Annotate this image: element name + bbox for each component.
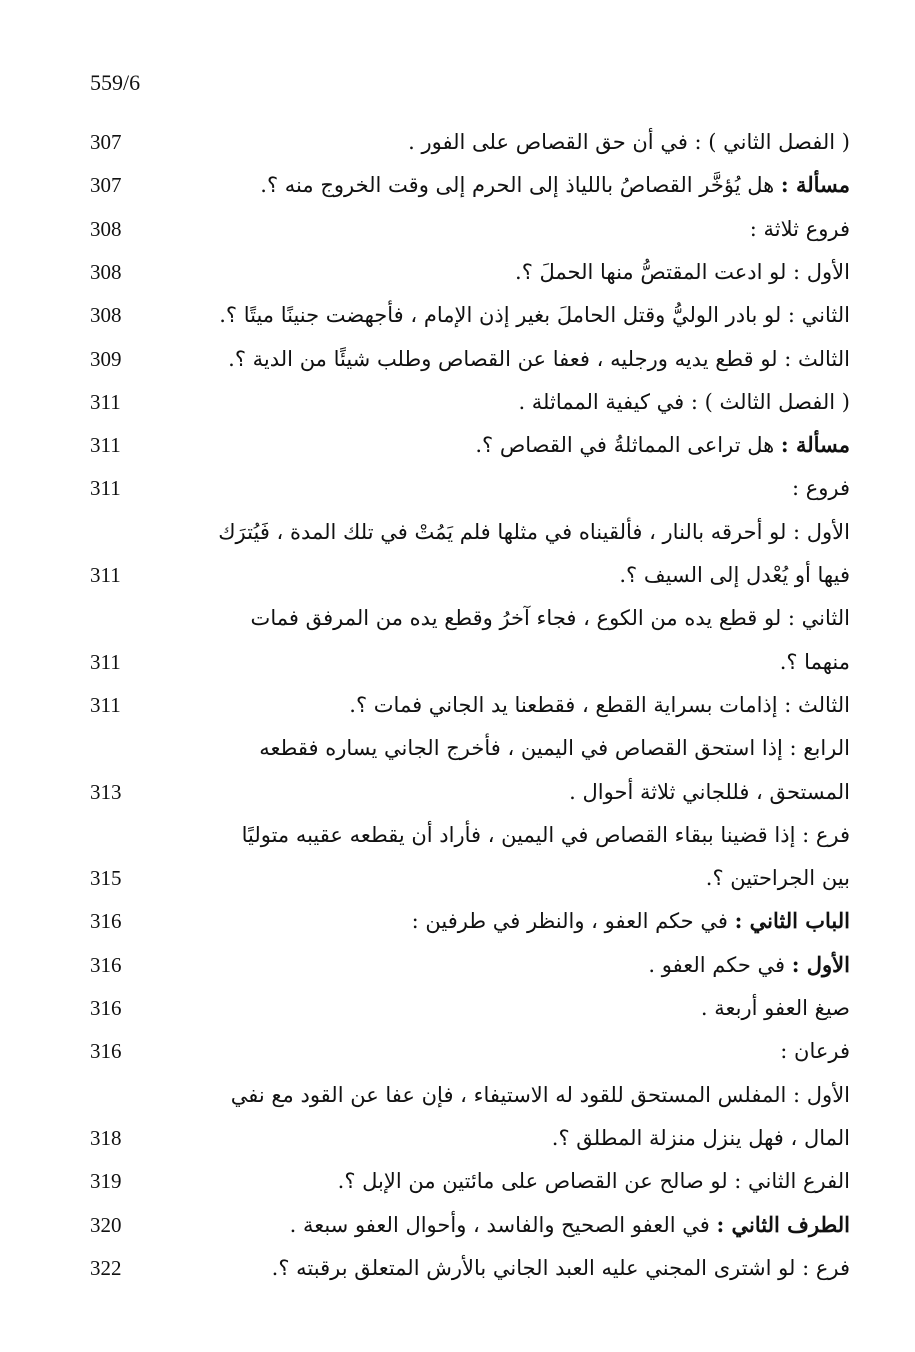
toc-entry-body: فروع :	[791, 476, 850, 501]
toc-entry-body: ( الفصل الثالث ) : في كيفية المماثلة .	[518, 389, 850, 414]
toc-page-number: 311	[90, 649, 121, 674]
toc-entry-body: الأول : المفلس المستحق للقود له الاستيفاء ، فإن عفا عن القود مع نفي	[230, 1082, 850, 1107]
toc-entry-body: بين الجراحتين ؟.	[705, 866, 850, 891]
toc-entry-body: الأول : لو أحرقه بالنار ، فألقيناه في مثلها فلم يَمُتْ في تلك المدة ، فَيُترَك	[218, 519, 850, 544]
toc-page-number: 322	[90, 1255, 122, 1280]
toc-entry-text	[290, 1210, 850, 1240]
toc-page-number: 319	[90, 1169, 122, 1194]
toc-entry-text	[272, 1253, 850, 1283]
toc-entry-body: المال ، فهل ينزل منزلة المطلق ؟.	[551, 1125, 850, 1150]
toc-entry-body: في حكم العفو ، والنظر في طرفين :	[411, 909, 735, 934]
toc-entry-body: الرابع : إذا استحق القصاص في اليمين ، فأخرج الجاني يساره فقطعه	[259, 736, 850, 761]
toc-entry-text	[569, 777, 850, 807]
toc-entry-text	[408, 127, 850, 157]
toc-entry-body: الأول : لو ادعت المقتصُّ منها الحملَ ؟.	[515, 259, 850, 284]
toc-entry-text	[750, 214, 850, 244]
toc-entry-text	[518, 387, 850, 417]
toc-page-number: 307	[90, 173, 122, 198]
toc-entry-lead: مسألة :	[780, 432, 850, 458]
toc-entry-text	[260, 170, 850, 200]
toc-entry-body: هل يُؤخَّر القصاصُ باللياذ إلى الحرم إلى وقت الخروج منه ؟.	[260, 173, 781, 198]
toc-page-number: 320	[90, 1212, 122, 1237]
toc-page-number: 309	[90, 346, 122, 371]
toc-entry-lead: الأول :	[791, 951, 850, 977]
toc-page-number: 316	[90, 909, 122, 934]
toc-entry-body: ( الفصل الثاني ) : في أن حق القصاص على الفور .	[408, 130, 850, 154]
toc-entry-text	[219, 300, 850, 330]
toc-entry-text	[648, 950, 850, 980]
toc-entry-body: الثاني : لو قطع يده من الكوع ، فجاء آخرُ وقطع يده من المرفق فمات	[250, 606, 850, 631]
toc-page-number: 308	[90, 216, 122, 241]
toc-entry-body: هل تراعى المماثلةُ في القصاص ؟.	[475, 433, 781, 458]
toc-page-number: 316	[90, 1039, 122, 1064]
toc-entry-text	[792, 473, 850, 503]
toc-entry-lead: مسألة :	[780, 172, 850, 198]
toc-page-number: 311	[90, 476, 121, 501]
toc-entry-text	[242, 820, 850, 850]
toc-page-number: 307	[90, 130, 122, 154]
toc-entry-text	[780, 647, 850, 677]
toc-entry-lead: الطرف الثاني :	[716, 1211, 850, 1237]
toc-page-number: 316	[90, 952, 122, 977]
toc-page-number: 311	[90, 563, 121, 587]
toc-page-number: 313	[90, 779, 122, 804]
toc-entry-body: فرع : إذا قضينا ببقاء القصاص في اليمين ، فأراد أن يقطعه عقيبه متوليًا	[241, 822, 850, 847]
toc-entry-body: الفرع الثاني : لو صالح عن القصاص على مائتين من الإبل ؟.	[337, 1169, 850, 1194]
toc-entry-text	[228, 344, 850, 374]
toc-entry-body: فرع : لو اشترى المجني عليه العبد الجاني بالأرش المتعلق برقبته ؟.	[271, 1255, 850, 1280]
toc-entry-text	[780, 1036, 850, 1066]
toc-entry-text	[412, 906, 850, 936]
toc-entry-text	[259, 733, 850, 763]
toc-entry-body: المستحق ، فللجاني ثلاثة أحوال .	[569, 779, 850, 804]
toc-entry-body: صيغ العفو أربعة .	[700, 996, 850, 1020]
toc-entry-body: فيها أو يُعْدل إلى السيف ؟.	[619, 563, 850, 587]
toc-entry-body: فرعان :	[780, 1039, 850, 1064]
toc-entry-text	[706, 863, 850, 893]
toc-page-number: 316	[90, 996, 122, 1020]
toc-entry-body: الثاني : لو بادر الوليُّ وقتل الحاملَ بغير إذن الإمام ، فأجهضت جنينًا ميتًا ؟.	[219, 303, 850, 328]
toc-entry-text	[218, 517, 850, 547]
toc-entry-text	[251, 603, 850, 633]
toc-entry-text	[475, 430, 850, 460]
toc-entry-text	[701, 993, 850, 1023]
toc-page-number: 308	[90, 303, 122, 328]
page-header-volume-page: 559/6	[90, 70, 141, 95]
toc-page-number: 308	[90, 259, 122, 284]
toc-entry-text	[338, 1166, 850, 1196]
toc-page-number: 318	[90, 1125, 122, 1150]
toc-entry-body: منهما ؟.	[779, 649, 850, 674]
toc-entry-body: في العفو الصحيح والفاسد ، وأحوال العفو سبعة .	[289, 1212, 717, 1237]
toc-entry-text	[231, 1080, 850, 1110]
toc-page-number: 311	[90, 692, 121, 717]
toc-entry-body: الثالث : إذامات بسراية القطع ، فقطعنا يد الجاني فمات ؟.	[349, 692, 850, 717]
toc-entry-text	[349, 690, 850, 720]
toc-page-number: 315	[90, 866, 122, 891]
toc-entry-body: الثالث : لو قطع يديه ورجليه ، فعفا عن القصاص وطلب شيئًا من الدية ؟.	[228, 346, 850, 371]
toc-entry-text	[552, 1123, 850, 1153]
toc-entry-body: في حكم العفو .	[648, 952, 792, 977]
toc-entry-text	[515, 257, 850, 287]
toc-page-number: 311	[90, 433, 121, 458]
toc-entry-body: فروع ثلاثة :	[749, 216, 850, 241]
toc-entry-text	[619, 560, 850, 590]
toc-entry-lead: الباب الثاني :	[734, 908, 850, 934]
toc-page-number: 311	[90, 389, 121, 414]
